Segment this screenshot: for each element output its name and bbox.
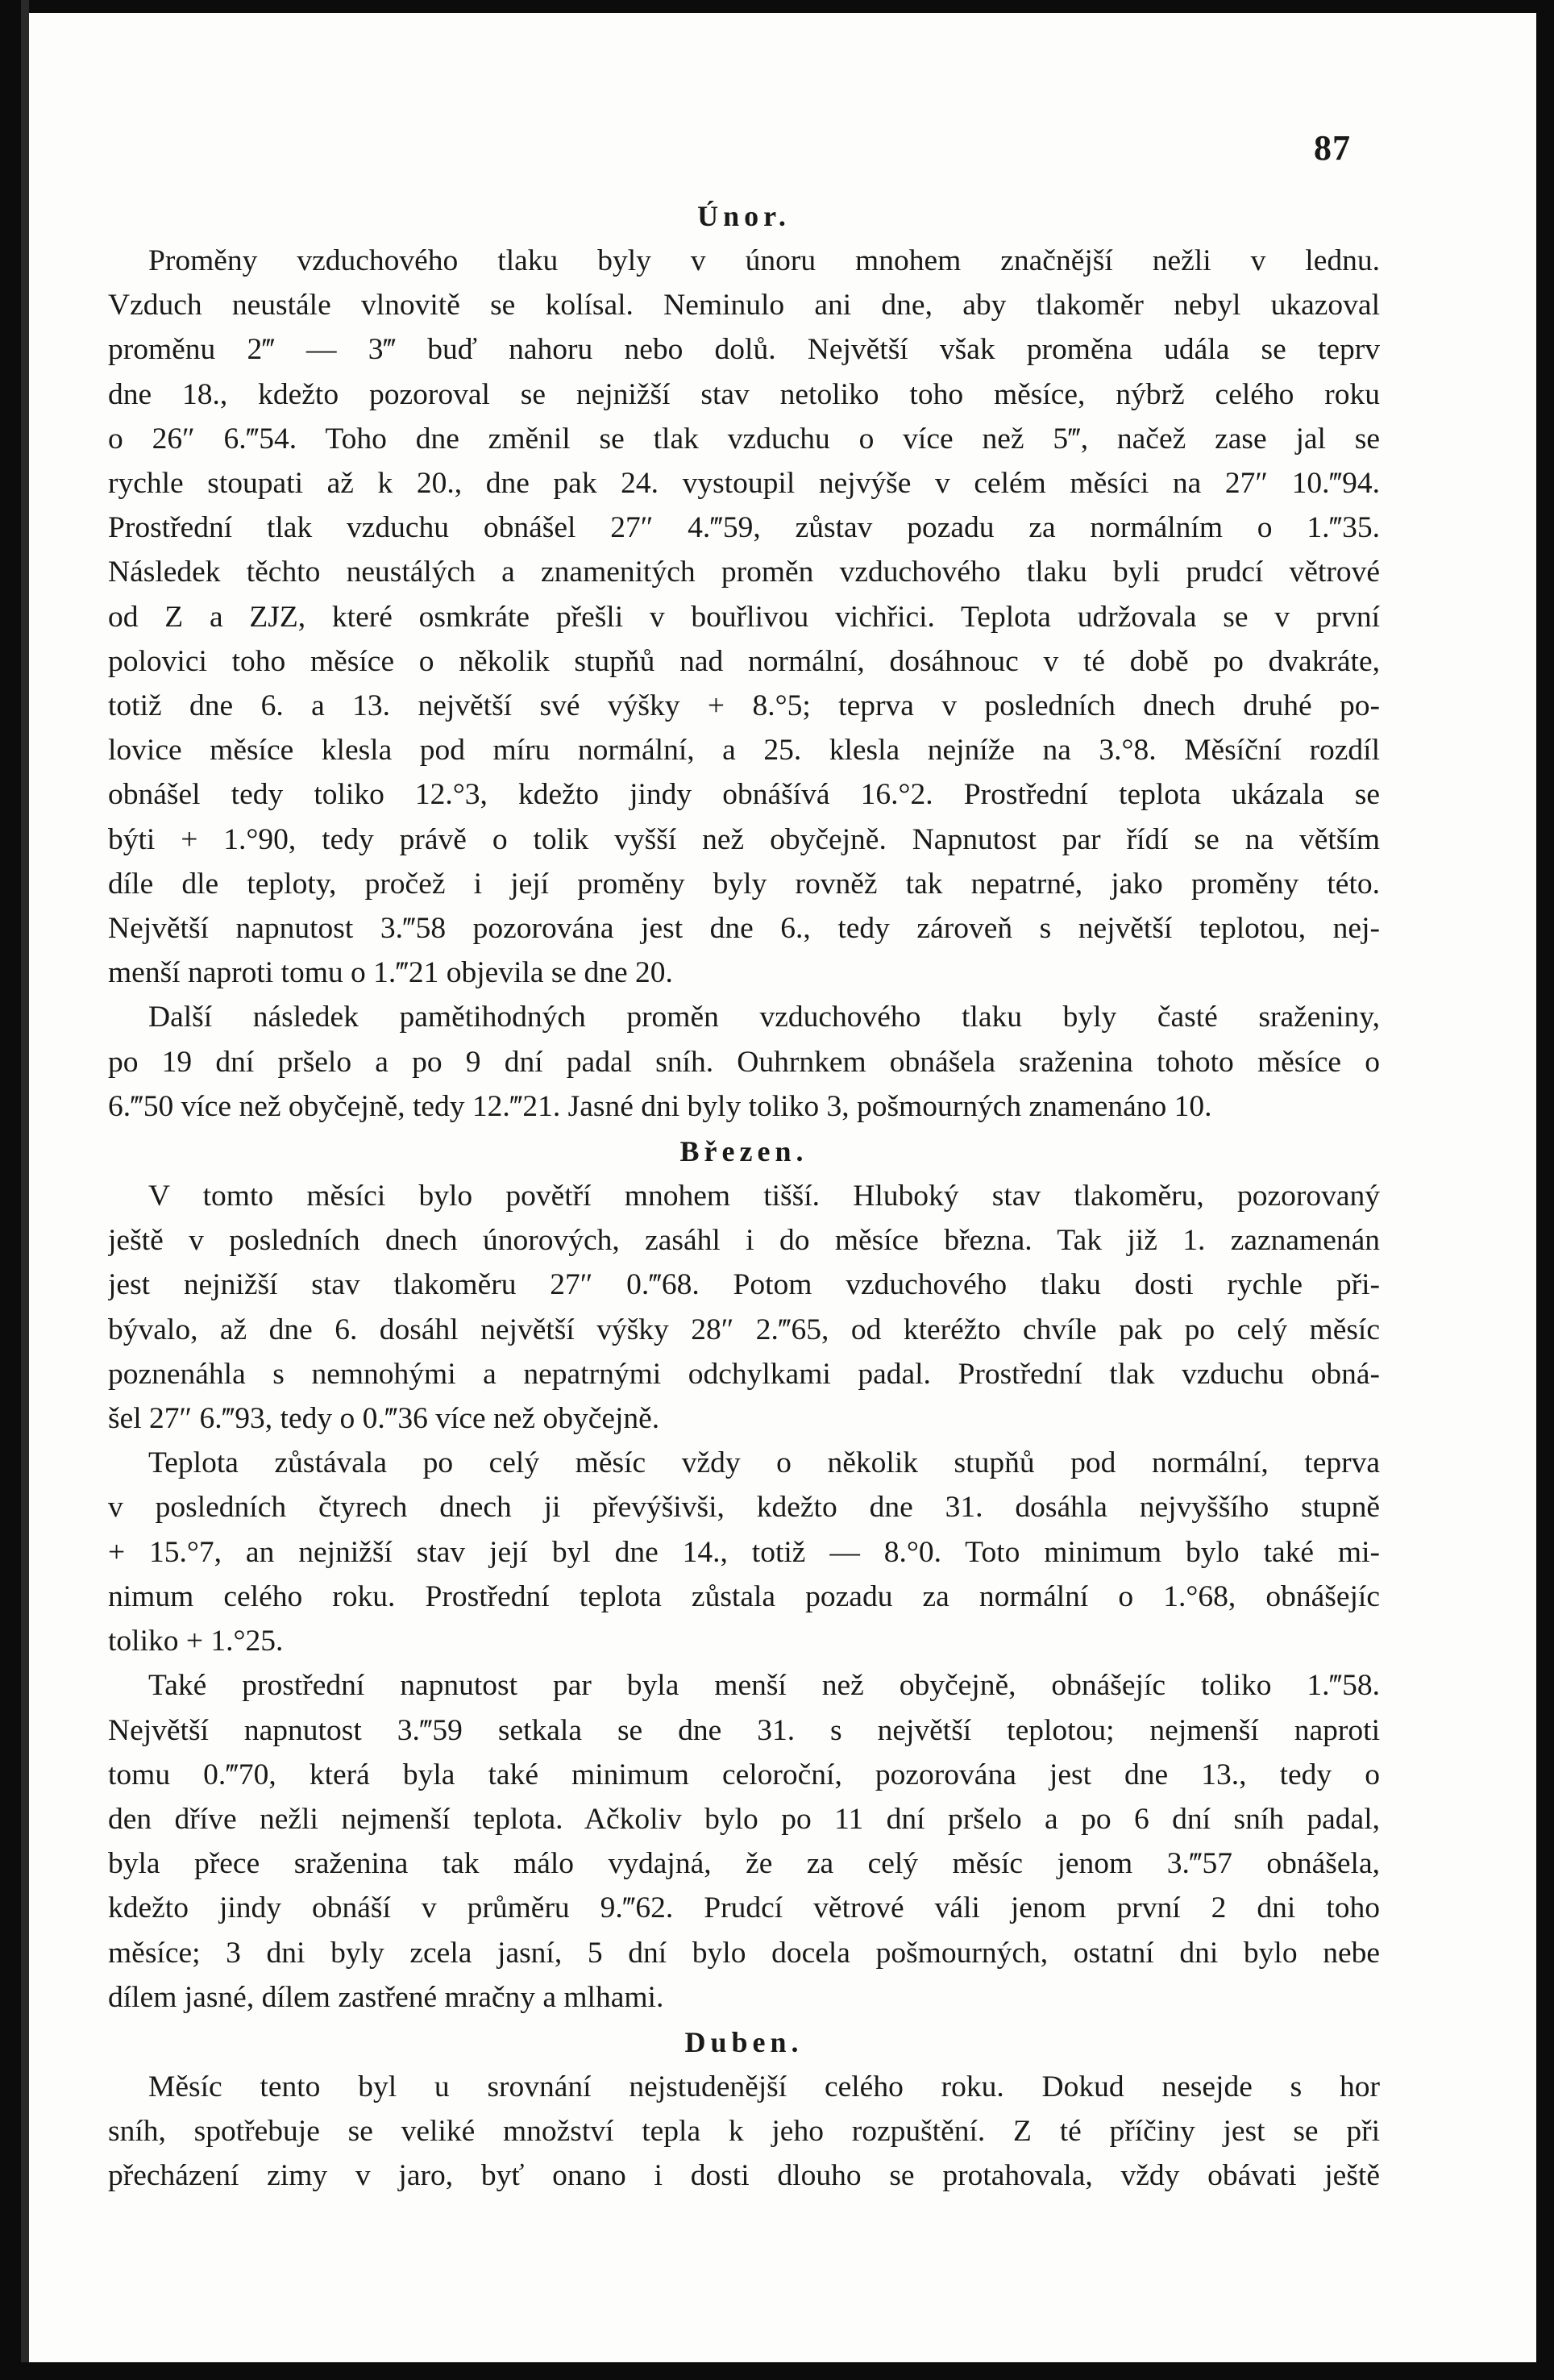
page-body <box>108 193 1380 2199</box>
text-line: totiž dne 6. a 13. největší své výšky + 8.°5; teprva v posledních dnech druhé po- <box>108 689 1380 723</box>
text-line: obnášel tedy toliko 12.°3, kdežto jindy obnášívá 16.°2. Prostřední teplota ukázala se <box>108 778 1380 812</box>
text-line: nimum celého roku. Prostřední teplota zůstala pozadu za normální o 1.°68, obnášejíc <box>108 1579 1380 1613</box>
scan-border-left <box>0 0 21 2380</box>
text-line: poznenáhla s nemnohými a nepatrnými odchylkami padal. Prostřední tlak vzduchu obná- <box>108 1357 1380 1391</box>
paragraph <box>108 1441 1380 1663</box>
text-line: Teplota zůstávala po celý měsíc vždy o několik stupňů pod normální, teprva <box>148 1446 1380 1480</box>
paragraph <box>108 995 1380 1129</box>
paragraph <box>108 239 1380 995</box>
text-line: po 19 dní pršelo a po 9 dní padal sníh. Ouhrnkem obnášela sraženina tohoto měsíce o <box>108 1045 1380 1079</box>
text-line: tomu 0.‴70, která byla také minimum celoroční, pozorována jest dne 13., tedy o <box>108 1758 1380 1791</box>
text-line: rychle stoupati až k 20., dne pak 24. vystoupil nejvýše v celém měsíci na 27″ 10.‴94. <box>108 467 1380 501</box>
paragraph <box>108 1663 1380 2020</box>
text-line: 6.‴50 více než obyčejně, tedy 12.‴21. Jasné dni byly toliko 3, pošmourných znamenáno 10. <box>108 1089 1212 1123</box>
text-line: V tomto měsíci bylo povětří mnohem tišší. Hluboký stav tlakoměru, pozorovaný <box>148 1180 1380 1213</box>
text-line: kdežto jindy obnáší v průměru 9.‴62. Prudcí větrové váli jenom první 2 dni toho <box>108 1891 1380 1925</box>
text-line: díle dle teploty, pročež i její proměny byly rovněž tak nepatrné, jako proměny této. <box>108 867 1380 901</box>
text-line: lovice měsíce klesla pod míru normální, a 25. klesla nejníže na 3.°8. Měsíční rozdíl <box>108 734 1380 768</box>
text-line: o 26″ 6.‴54. Toho dne změnil se tlak vzduchu o více než 5‴, načež zase jal se <box>108 422 1380 456</box>
text-line: Měsíc tento byl u srovnání nejstudenější celého roku. Dokud nesejde s hor <box>148 2070 1380 2103</box>
section-unor <box>108 193 1380 1129</box>
text-line: menší naproti tomu o 1.‴21 objevila se dne 20. <box>108 956 673 990</box>
text-line: dne 18., kdežto pozoroval se nejnižší stav netoliko toho měsíce, nýbrž celého roku <box>108 377 1380 411</box>
text-line: bývalo, až dne 6. dosáhl největší výšky 28″ 2.‴65, od kteréžto chvíle pak po celý měsíc <box>108 1313 1380 1346</box>
scan-border-top <box>0 0 1554 13</box>
text-line: Následek těchto neustálých a znamenitých proměn vzduchového tlaku byli prudcí větrové <box>108 555 1380 589</box>
text-line: Největší napnutost 3.‴59 setkala se dne 31. s největší teplotou; nejmenší naproti <box>108 1713 1380 1747</box>
paragraph <box>108 2065 1380 2199</box>
text-line: od Z a ZJZ, které osmkráte přešli v bouřlivou vichřici. Teplota udržovala se v první <box>108 600 1380 634</box>
text-line: + 15.°7, an nejnižší stav její byl dne 14., totiž — 8.°0. Toto minimum bylo také mi- <box>108 1535 1380 1569</box>
text-line: dílem jasné, dílem zastřené mračny a mlhami. <box>108 1980 664 2014</box>
text-line: býti + 1.°90, tedy právě o tolik vyšší než obyčejně. Napnutost par řídí se na větším <box>108 822 1380 856</box>
scan-border-right <box>1536 0 1554 2380</box>
text-line: Také prostřední napnutost par byla menší než obyčejně, obnášejíc toliko 1.‴58. <box>148 1669 1380 1703</box>
text-line: ještě v posledních dnech únorových, zasáhl i do měsíce března. Tak již 1. zaznamenán <box>108 1224 1380 1258</box>
section-brezen <box>108 1129 1380 2020</box>
text-line: Největší napnutost 3.‴58 pozorována jest dne 6., tedy zároveň s největší teplotou, nej- <box>108 912 1380 946</box>
text-line: proměnu 2‴ — 3‴ buď nahoru nebo dolů. Největší však proměna udála se teprv <box>108 333 1380 367</box>
text-line: den dříve nežli nejmenší teplota. Ačkoliv bylo po 11 dní pršelo a po 6 dní sníh padal, <box>108 1802 1380 1836</box>
month-heading: Únor. <box>697 200 791 232</box>
text-line: Proměny vzduchového tlaku byly v únoru mnohem značnější nežli v lednu. <box>148 244 1380 277</box>
text-line: Další následek pamětihodných proměn vzduchového tlaku byly časté sraženiny, <box>148 1001 1380 1034</box>
month-heading: Březen. <box>679 1135 808 1168</box>
text-line: Prostřední tlak vzduchu obnášel 27″ 4.‴59, zůstav pozadu za normálním o 1.‴35. <box>108 511 1380 545</box>
text-line: toliko + 1.°25. <box>108 1625 284 1658</box>
text-line: šel 27″ 6.‴93, tedy o 0.‴36 více než obyčejně. <box>108 1402 660 1436</box>
text-line: v posledních čtyrech dnech ji převýšivši, kdežto dne 31. dosáhla nejvyššího stupně <box>108 1491 1380 1525</box>
section-duben <box>108 2020 1380 2199</box>
page-number: 87 <box>1314 128 1351 168</box>
scan-border-bottom <box>0 2362 1554 2380</box>
month-heading: Duben. <box>684 2025 804 2058</box>
scan-border-left-shadow <box>21 0 29 2380</box>
paragraph <box>108 1174 1380 1441</box>
text-line: měsíce; 3 dni byly zcela jasní, 5 dní bylo docela pošmourných, ostatní dni bylo nebe <box>108 1936 1380 1970</box>
text-line: jest nejnižší stav tlakoměru 27″ 0.‴68. Potom vzduchového tlaku dosti rychle při- <box>108 1268 1380 1302</box>
text-line: sníh, spotřebuje se veliké množství tepla k jeho rozpuštění. Z té příčiny jest se při <box>108 2115 1380 2149</box>
text-line: polovici toho měsíce o několik stupňů nad normální, dosáhnouc v té době po dvakráte, <box>108 644 1380 678</box>
text-line: přecházení zimy v jaro, byť onano i dosti dlouho se protahovala, vždy obávati ještě <box>108 2159 1380 2193</box>
text-line: Vzduch neustále vlnovitě se kolísal. Neminulo ani dne, aby tlakoměr nebyl ukazoval <box>108 289 1380 322</box>
text-line: byla přece sraženina tak málo vydajná, že za celý měsíc jenom 3.‴57 obnášela, <box>108 1847 1380 1881</box>
